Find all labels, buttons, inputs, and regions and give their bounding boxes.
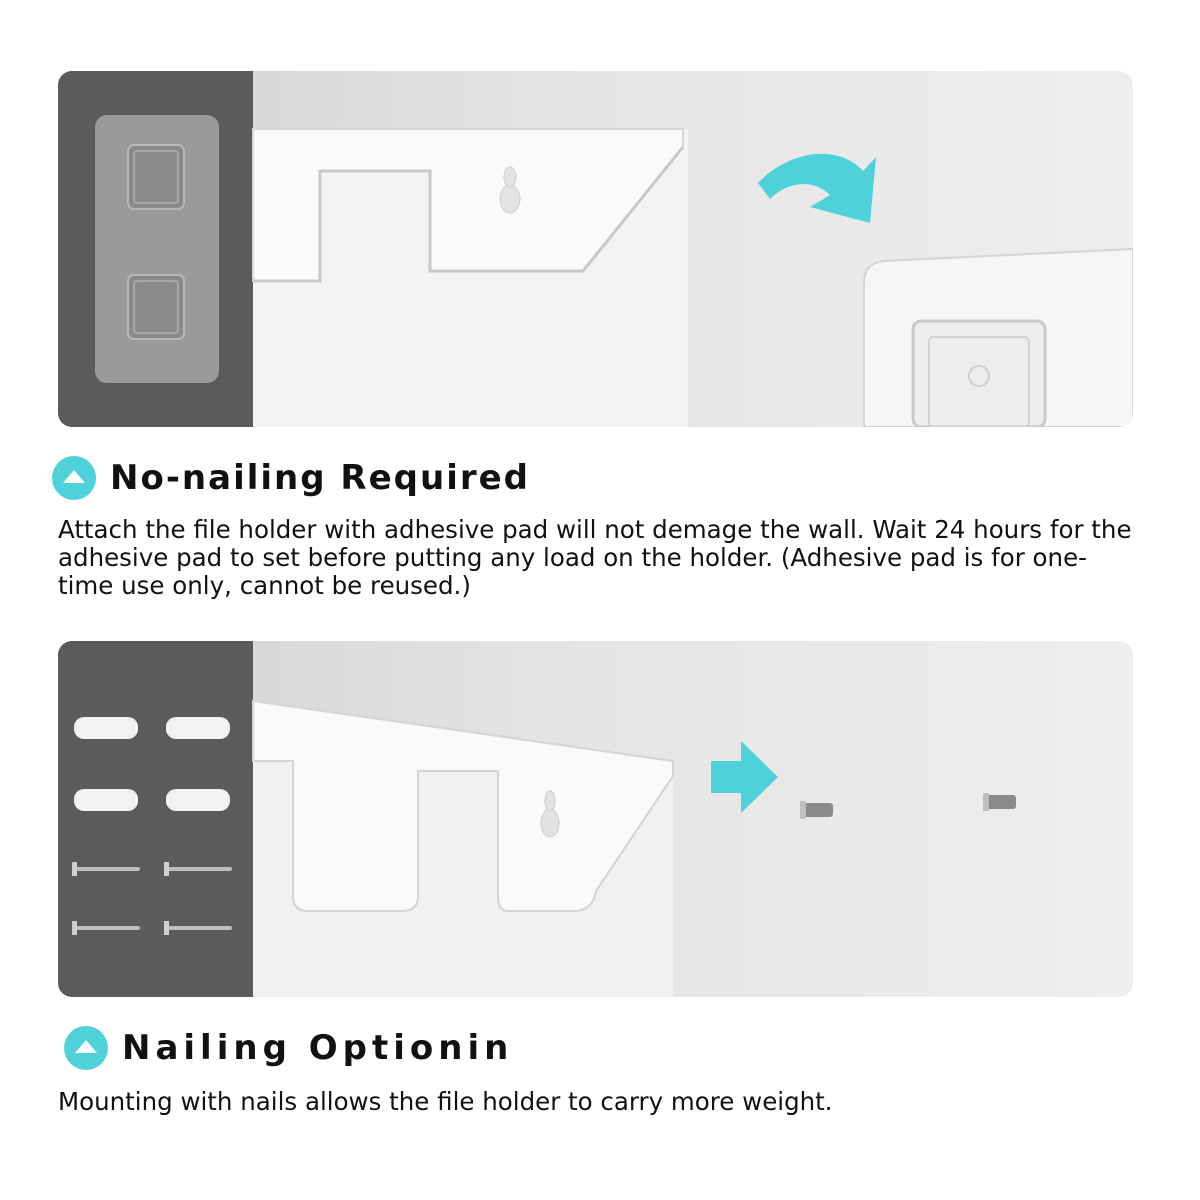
file-holder-shape (253, 701, 673, 997)
section-heading-no-nailing (52, 456, 530, 500)
section-description: Attach the file holder with adhesive pad will not demage the wall. Wait 24 hours for the adhesive pad to set before putting any load on the holder. (Adhesive pad is for one-time use only, cannot be reused.) (58, 515, 1132, 600)
adhesive-mounting-illustration (58, 71, 1133, 427)
wall-pad-photo (864, 249, 1133, 427)
section-heading-nailing-option (64, 1026, 513, 1070)
nail-mounting-illustration (58, 641, 1133, 997)
triangle-up-icon (52, 456, 96, 500)
section-title: No-nailing Required (110, 458, 531, 498)
adhesive-pad-icon (95, 115, 219, 383)
section-description: Mounting with nails allows the file holder to carry more weight. (58, 1087, 833, 1116)
right-arrow-icon (711, 741, 778, 813)
adhesive-mounting-image (58, 71, 1133, 427)
curved-arrow-icon (758, 154, 876, 223)
screw-icon (800, 793, 1016, 819)
file-holder-shape (253, 129, 688, 427)
nail-mounting-image (58, 641, 1133, 997)
triangle-up-icon (64, 1026, 108, 1070)
accessory-sidebar (58, 641, 253, 997)
section-title: Nailing Optionin (122, 1028, 514, 1068)
